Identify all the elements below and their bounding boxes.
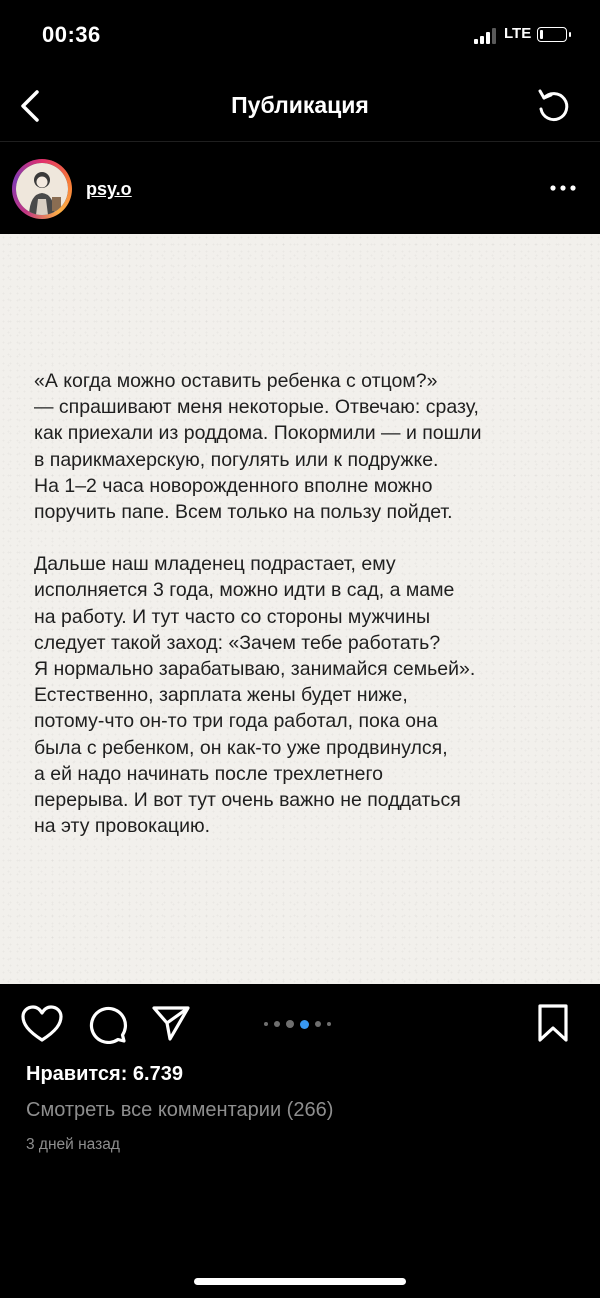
refresh-icon xyxy=(535,87,573,125)
like-button[interactable] xyxy=(20,1004,64,1044)
likes-count[interactable]: Нравится: 6.739 xyxy=(26,1063,183,1085)
share-button[interactable] xyxy=(150,1002,192,1044)
carousel-dot xyxy=(274,1021,280,1027)
view-comments-link[interactable]: Смотреть все комментарии (266) xyxy=(26,1099,334,1121)
comment-icon xyxy=(86,1002,128,1044)
post-header xyxy=(0,142,600,234)
status-time: 00:36 xyxy=(42,22,101,47)
battery-icon xyxy=(537,27,567,42)
carousel-dot xyxy=(286,1020,294,1028)
carousel-dot xyxy=(315,1021,321,1027)
network-label: LTE xyxy=(504,25,532,42)
post-paragraph: «А когда можно оставить ребенка с отцом?» — спрашивают меня некоторые. Отвечаю: сразу, как приехали из роддома. Покормили — и пошли в парикмахерскую, погулять или к подружке. На 1–2 часа новорожденного вполне можно поручить папе. Всем только на пользу пойдет. xyxy=(34,370,482,524)
page-title: Публикация xyxy=(231,92,369,118)
post-image-text xyxy=(34,368,564,839)
carousel-dot xyxy=(327,1022,331,1026)
post-paragraph: Дальше наш младенец подрастает, ему исполняется 3 года, можно идти в сад, а маме на работу. И тут часто со стороны мужчины следует такой заход: «Зачем тебе работать? Я нормально зарабатываю, занимайся семьей». Естественно, зарплата жены будет ниже, потому-что он-то три года работал, пока она была с ребенком, он как-то уже продвинулся, а ей надо начинать после трехлетнего перерыва. И вот тут очень важно не поддаться на эту провокацию. xyxy=(34,553,476,838)
carousel-indicator xyxy=(264,1018,331,1030)
battery-level xyxy=(540,30,543,39)
post-timestamp: 3 дней назад xyxy=(26,1136,120,1153)
post-image[interactable] xyxy=(0,234,600,984)
post-username[interactable]: psy.o xyxy=(86,179,132,199)
bookmark-icon xyxy=(534,1002,572,1044)
action-bar xyxy=(0,994,600,1054)
save-button[interactable] xyxy=(534,1002,572,1044)
signal-strength-icon xyxy=(474,26,502,44)
status-bar xyxy=(0,0,600,70)
carousel-dot-active xyxy=(300,1020,309,1029)
refresh-button[interactable] xyxy=(532,84,576,128)
heart-icon xyxy=(20,1004,64,1044)
nav-bar xyxy=(0,70,600,142)
send-icon xyxy=(150,1002,192,1044)
more-horizontal-icon xyxy=(550,185,576,191)
avatar[interactable] xyxy=(12,159,72,219)
avatar-image xyxy=(16,163,68,215)
carousel-dot xyxy=(264,1022,268,1026)
home-indicator[interactable] xyxy=(194,1278,406,1285)
more-options-button[interactable] xyxy=(548,178,578,198)
comment-button[interactable] xyxy=(86,1002,128,1044)
